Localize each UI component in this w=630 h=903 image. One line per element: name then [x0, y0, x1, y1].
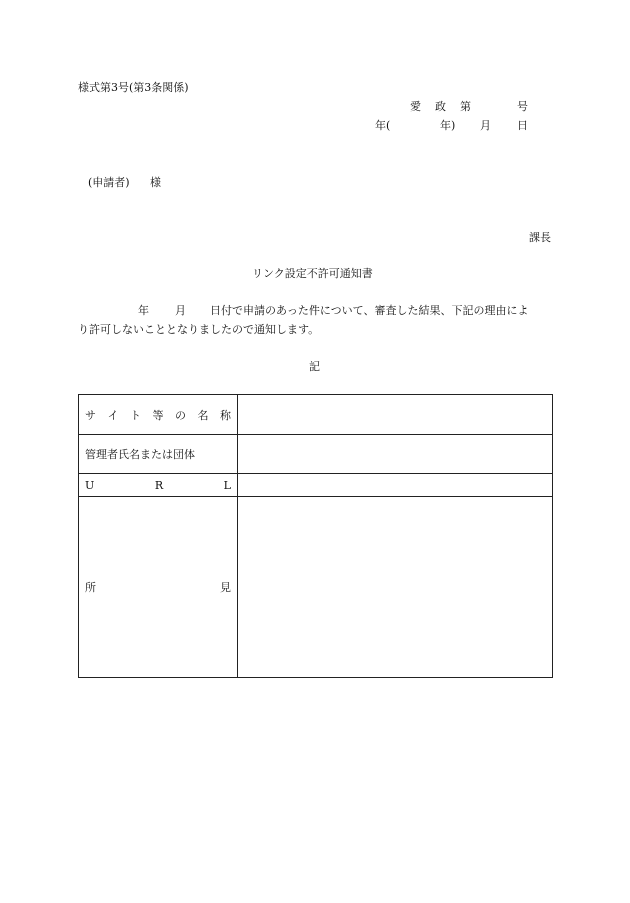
url-char: R: [154, 478, 164, 492]
doc-no-char-2: 政: [435, 100, 446, 113]
row-admin: [79, 435, 553, 474]
recipient-label: (申請者): [88, 176, 130, 189]
body-line1: 日付で申請のあった件について、審査した結果、下記の理由によ: [210, 304, 529, 317]
details-table: [78, 394, 553, 678]
site-name-char: 称: [220, 408, 231, 422]
date-year-open: 年(: [375, 119, 391, 132]
url-value: [238, 474, 553, 497]
body-month: 月: [175, 304, 186, 317]
row-site-name: [79, 395, 553, 435]
recipient-honorific: 様: [150, 176, 161, 189]
doc-no-char-3: 第: [460, 100, 471, 113]
site-name-value: [238, 395, 553, 435]
row-url: [79, 474, 553, 497]
admin-value: [238, 435, 553, 474]
url-char: U: [85, 478, 95, 492]
form-number: 様式第3号(第3条関係): [78, 81, 189, 94]
date-year-close: 年): [440, 119, 456, 132]
opinion-char: 所: [85, 581, 96, 594]
date-day: 日: [517, 119, 528, 132]
site-name-label: [79, 395, 238, 435]
site-name-char: 名: [197, 408, 209, 422]
body-line2: り許可しないこととなりましたので通知します。: [78, 323, 320, 336]
url-label: [79, 474, 238, 497]
admin-label-text: 管理者氏名または団体: [85, 448, 195, 461]
doc-no-suffix: 号: [517, 100, 528, 113]
admin-label: [79, 435, 238, 474]
date-month: 月: [480, 119, 491, 132]
opinion-value: [238, 497, 553, 678]
site-name-char: ト: [130, 408, 141, 422]
doc-no-char-1: 愛: [410, 100, 421, 113]
site-name-char: の: [175, 408, 186, 422]
site-name-char: サ: [85, 408, 96, 422]
site-name-char: 等: [152, 408, 164, 422]
site-name-char: イ: [107, 408, 119, 422]
url-char: L: [223, 478, 231, 492]
sender-title: 課長: [529, 231, 551, 244]
ki-heading: 記: [309, 360, 320, 373]
opinion-char: 見: [220, 581, 231, 594]
opinion-label: [79, 497, 238, 678]
body-year: 年: [138, 304, 149, 317]
row-opinion: [79, 497, 553, 678]
document-title: リンク設定不許可通知書: [252, 267, 373, 280]
